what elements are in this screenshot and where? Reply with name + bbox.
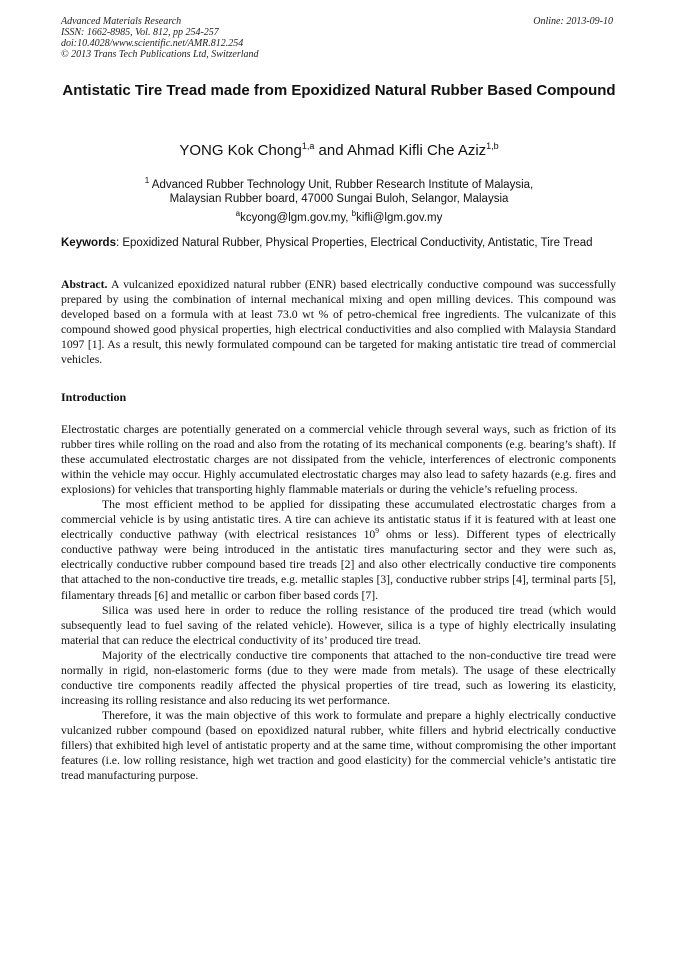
emails: $^a$kcyong@lgm.gov.my, $^b$kifli@lgm.gov.my (235, 208, 443, 224)
abstract-text: A vulcanized epoxidized natural rubber (ENR) based electrically conductive compound was successfully prepared by using the combination of internal mechanical mixing and open milling devices. This compound was developed based on a formula with at least 73.0 wt % of petro-chemical free ingredients. The vulcanizate of this compound showed good physical properties, high electrical conductivities and also complied with Malaysia Standard 1097 [1]. As a result, this newly formulated compound can be targeted for making antistatic tire tread of commercial vehicles. (61, 278, 616, 367)
author-1-affil: 1,a (301, 141, 315, 151)
paragraph: Majority of the electrically conductive tire components that attached to the non-conductive tire tread were normally in rigid, non-elastomeric forms (due to they were made from metals). The usage of these electrically conductive tire components readily affected the physical properties of tire tread, such as lowering its elasticity, increasing its rolling resistance and also reducing its wet performance. (61, 648, 616, 707)
journal-name: Advanced Materials Research (61, 16, 182, 27)
paragraph: Therefore, it was the main objective of this work to formulate and prepare a highly electrically conductive vulcanized rubber compound (based on epoxidized natural rubber, white fillers and hybrid electrically conductive fillers) that exhibited high level of antistatic property and at the same time, without compromising the other important features (i.e. low rolling resistance, high wet traction and good elasticity) for the commercial vehicle’s antistatic tire tread manufacturing purpose. (61, 708, 616, 783)
affiliation (61, 174, 617, 225)
author-2: Ahmad Kifli Che Aziz (346, 142, 487, 159)
abstract-label: Abstract. (61, 278, 108, 291)
paper-title: Antistatic Tire Tread made from Epoxidized Natural Rubber Based Compound (62, 82, 616, 99)
paragraph: Electrostatic charges are potentially generated on a commercial vehicle through several ways, such as friction of its rubber tires while rolling on the road and also from the rotating of its mechanical components (e.g. bearing’s shaft). If these accumulated electrostatic charges are not dissipated from the vehicle, interferences of electronic components within the vehicle may occur. Highly accumulated electrostatic charges may also lead to safety hazards (e.g. fires and explosions) for vehicles that transporting highly flammable materials or during the vehicle’s refueling process. (61, 423, 616, 497)
online-date: Online: 2013-09-10 (533, 16, 613, 27)
abstract (61, 277, 616, 368)
keywords-text: : Epoxidized Natural Rubber, Physical Properties, Electrical Conductivity, Antistatic, Tire Tread (115, 237, 593, 249)
paragraph: The most efficient method to be applied for dissipating these accumulated electrostatic charges from a commercial vehicle is by using antistatic tires. A tire can achieve its antistatic status if it is featured with at least one electrically conductive pathway (with electrical resistances $10^9$ ohms or less). Different types of electrically conductive pathway were being introduced in the antistatic tires manufacturing sector and they were such as, electrically conductive rubber compound based tire treads [2] and also other electrically conductive tire components that attached to the non-conductive tire treads, e.g. metallic staples [3], conductive rubber strips [4], terminal parts [5], filamentary threads [6] and metallic or carbon fiber based cords [7]. (61, 498, 616, 602)
introduction-body (61, 422, 616, 783)
email-a: kcyong@lgm.gov.my, (240, 211, 352, 224)
email-b: kifli@lgm.gov.my (356, 211, 443, 224)
section-heading-introduction: Introduction (61, 390, 127, 404)
affiliation-line-1: Advanced Rubber Technology Unit, Rubber Research Institute of Malaysia, (149, 178, 534, 191)
affiliation-line-2: Malaysian Rubber board, 47000 Sungai Buloh, Selangor, Malaysia (169, 193, 509, 206)
keywords-label: Keywords (61, 237, 116, 249)
paragraph: Silica was used here in order to reduce the rolling resistance of the produced tire tread (which would subsequently lead to fuel saving of the related vehicle). However, silica is a type of highly electrically insulating material that can reduce the electrical conductivity of its’ produced tire tread. (61, 603, 616, 647)
author-2-affil: 1,b (486, 141, 499, 151)
keywords (61, 236, 616, 251)
author-joiner: and (314, 142, 347, 159)
journal-header (61, 16, 259, 60)
doi-line: doi:10.4028/www.scientific.net/AMR.812.254 (61, 38, 244, 49)
author-1: YONG Kok Chong (179, 142, 302, 159)
issn-line: ISSN: 1662-8985, Vol. 812, pp 254-257 (61, 27, 219, 38)
affiliation-number: 1 (144, 176, 150, 185)
copyright-line: © 2013 Trans Tech Publications Ltd, Switzerland (61, 49, 259, 60)
author-line (61, 137, 617, 160)
